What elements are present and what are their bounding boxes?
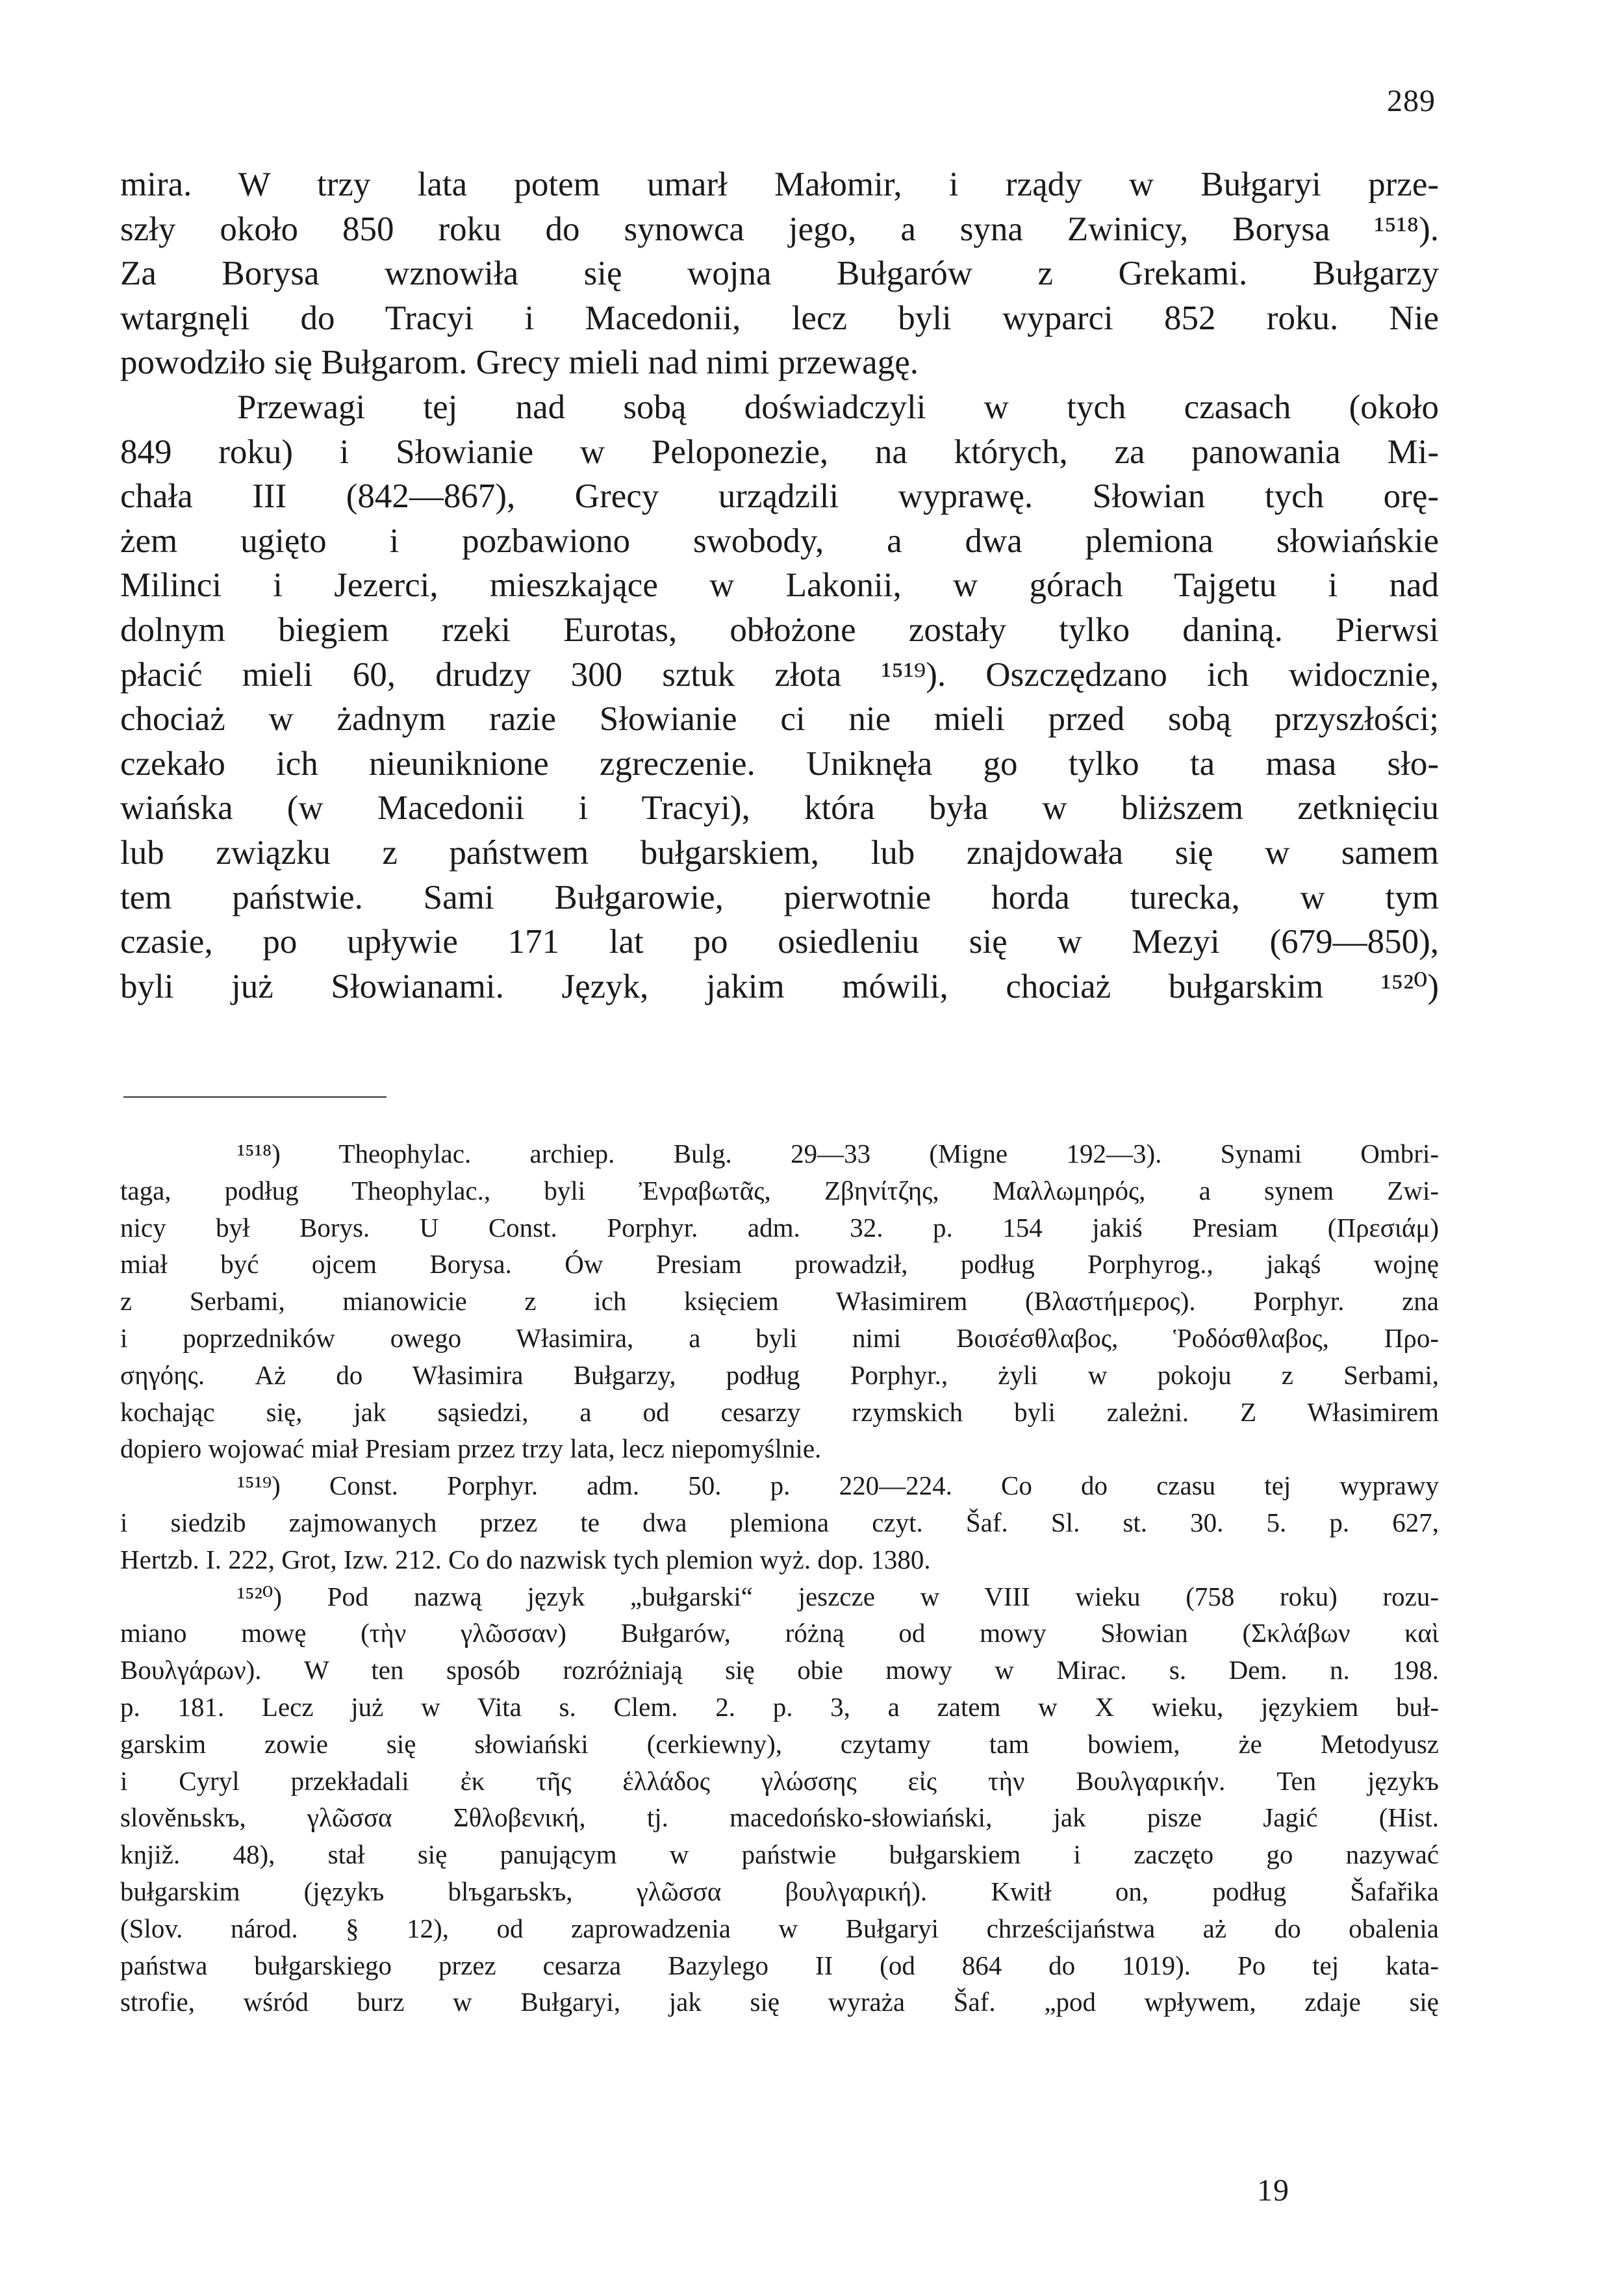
footnote-line: i siedzib zajmowanych przez te dwa plemiona czyt. Šaf. Sl. st. 30. 5. p. 627,	[120, 1507, 1439, 1537]
signature-mark: 19	[1257, 2173, 1289, 2208]
main-text-line: czasie, po upływie 171 lat po osiedleniu się w Mezyi (679—850),	[120, 923, 1439, 961]
main-text-line: Przewagi tej nad sobą doświadczyli w tych czasach (około	[237, 388, 1439, 426]
footnote-line: bułgarskim (językъ blъgarьskъ, γλῶσσα βουλγαρική). Kwitł on, podług Šafařika	[120, 1876, 1439, 1906]
footnote-line: taga, podług Theophylac., byli Ἐνραβωτᾶς, Ζβηνίτζης, Μαλλωμηρός, a synem Zwi-	[120, 1175, 1439, 1205]
footnote-line: garskim zowie się słowiański (cerkiewny), czytamy tam bowiem, że Metodyusz	[120, 1728, 1439, 1759]
main-text-line: czekało ich nieuniknione zgreczenie. Uniknęła go tylko ta masa sło-	[120, 744, 1439, 783]
footnote-line: i Cyryl przekładali ἐκ τῆς ἑλλάδος γλώσσης εἰς τὴν Βουλγαρικήν. Ten językъ	[120, 1765, 1439, 1796]
main-text-line: mira. W trzy lata potem umarł Małomir, i rządy w Bułgaryi prze-	[120, 166, 1439, 203]
footnote-line: σηγόης. Aż do Własimira Bułgarzy, podług Porphyr., żyli w pokoju z Serbami,	[120, 1359, 1439, 1390]
footnote-line: dopiero wojować miał Presiam przez trzy lata, lecz niepomyślnie.	[120, 1433, 822, 1464]
footnote-line: Βουλγάρων). W ten sposób rozróżniają się obie mowy w Mirac. s. Dem. n. 198.	[120, 1655, 1439, 1685]
main-text-line: 849 roku) i Słowianie w Peloponezie, na których, za panowania Mi-	[120, 433, 1439, 471]
main-text-line: tem państwie. Sami Bułgarowie, pierwotnie horda turecka, w tym	[120, 878, 1439, 916]
main-text-line: byli już Słowianami. Język, jakim mówili, chociaż bułgarskim ¹⁵²⁰)	[120, 967, 1439, 1005]
main-text-line: Milinci i Jezerci, mieszkające w Lakonii, w górach Tajgetu i nad	[120, 566, 1439, 605]
main-text-line: powodziło się Bułgarom. Grecy mieli nad nimi przewagę.	[120, 344, 919, 382]
main-text-line: chała III (842—867), Grecy urządzili wyprawę. Słowian tych orę-	[120, 477, 1439, 516]
main-text-line: lub związku z państwem bułgarskiem, lub znajdowała się w samem	[120, 833, 1439, 872]
footnote-line: Hertzb. I. 222, Grot, Izw. 212. Co do nazwisk tych plemion wyż. dop. 1380.	[120, 1544, 931, 1574]
main-text-line: płacić mieli 60, drudzy 300 sztuk złota ¹⁵¹⁹). Oszczędzano ich widocznie,	[120, 655, 1439, 694]
main-text-line: chociaż w żadnym razie Słowianie ci nie mieli przed sobą przyszłości;	[120, 700, 1439, 738]
footnote-line: slověnьskъ, γλῶσσα Σθλοβενική, tj. macedońsko-słowiański, jak pisze Jagić (Hist.	[120, 1802, 1439, 1833]
footnote-line: nicy był Borys. U Const. Porphyr. adm. 32. p. 154 jakiś Presiam (Πρεσιάμ)	[120, 1212, 1439, 1243]
footnote-line: ¹⁵²⁰) Pod nazwą język „bułgarski“ jeszcze w VIII wieku (758 roku) rozu-	[237, 1581, 1439, 1611]
footnote-line: miał być ojcem Borysa. Ów Presiam prowadził, podług Porphyrog., jakąś wojnę	[120, 1249, 1439, 1280]
footnote-line: ¹⁵¹⁸) Theophylac. archiep. Bulg. 29—33 (Migne 192—3). Synami Ombri-	[237, 1139, 1439, 1168]
footnote-line: p. 181. Lecz już w Vita s. Clem. 2. p. 3, a zatem w X wieku, językiem buł-	[120, 1691, 1439, 1722]
footnote-line: miano mowę (τὴν γλῶσσαν) Bułgarów, różną od mowy Słowian (Σκλάβων καὶ	[120, 1618, 1439, 1648]
main-text-line: Za Borysa wznowiła się wojna Bułgarów z Grekami. Bułgarzy	[120, 255, 1439, 293]
main-text-line: żem ugięto i pozbawiono swobody, a dwa plemiona słowiańskie	[120, 522, 1439, 560]
footnote-divider	[123, 1096, 387, 1098]
footnote-line: państwa bułgarskiego przez cesarza Bazylego II (od 864 do 1019). Po tej kata-	[120, 1950, 1439, 1980]
footnote-line: z Serbami, mianowicie z ich księciem Własimirem (Βλαστήμερος). Porphyr. zna	[120, 1286, 1439, 1317]
footnote-line: knjiž. 48), stał się panującym w państwie bułgarskiem i zaczęto go nazywać	[120, 1839, 1439, 1870]
footnote-line: i poprzedników owego Własimira, a byli nimi Βοισέσθλαβος, Ῥοδόσθλαβος, Προ-	[120, 1322, 1439, 1353]
footnote-line: kochając się, jak sąsiedzi, a od cesarzy rzymskich byli zależni. Z Własimirem	[120, 1396, 1439, 1427]
footnotes	[120, 1135, 1439, 2021]
main-text-line: dolnym biegiem rzeki Eurotas, obłożone zostały tylko daniną. Pierwsi	[120, 611, 1439, 649]
footnote-line: strofie, wśród burz w Bułgaryi, jak się wyraża Šaf. „pod wpływem, zdaje się	[120, 1987, 1439, 2017]
main-text	[120, 162, 1439, 1009]
footnote-line: (Slov. národ. § 12), od zaprowadzenia w Bułgaryi chrześcijaństwa aż do obalenia	[120, 1913, 1439, 1943]
main-text-line: wtargnęli do Tracyi i Macedonii, lecz byli wyparci 852 roku. Nie	[120, 299, 1439, 337]
footnote-line: ¹⁵¹⁹) Const. Porphyr. adm. 50. p. 220—224. Co do czasu tej wyprawy	[237, 1470, 1439, 1501]
main-text-line: wiańska (w Macedonii i Tracyi), która była w bliższem zetknięciu	[120, 789, 1439, 827]
page-number: 289	[1387, 84, 1436, 118]
main-text-line: szły około 850 roku do synowca jego, a syna Zwinicy, Borysa ¹⁵¹⁸).	[120, 210, 1439, 248]
